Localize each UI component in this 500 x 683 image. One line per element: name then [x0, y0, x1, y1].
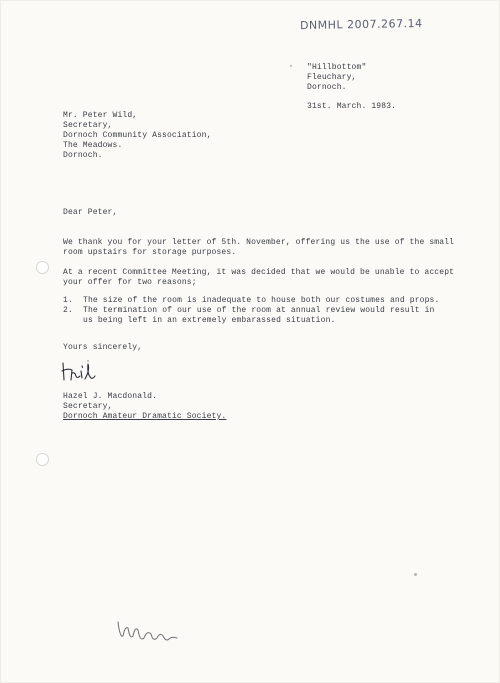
reason-line: The size of the room is inadequate to house both our costumes and props. — [83, 296, 440, 305]
signer-title: Secretary, — [63, 402, 113, 411]
body-paragraph-1 — [63, 238, 454, 258]
reason-text — [83, 306, 435, 326]
sender-address — [307, 63, 366, 93]
ink-speck — [414, 573, 417, 576]
signer-block — [63, 392, 226, 422]
pencil-scribble — [115, 612, 180, 646]
recipient-line: Dornoch Community Association, — [63, 131, 212, 140]
signer-organization: Dornoch Amateur Dramatic Society. — [63, 412, 227, 421]
archive-reference: DNMHL 2007.267.14 — [299, 16, 423, 33]
handwritten-signature — [60, 360, 100, 384]
paragraph-line: room upstairs for storage purposes. — [63, 248, 237, 257]
recipient-line: Dornoch. — [63, 151, 103, 160]
sender-address-line: Dornoch. — [307, 83, 347, 92]
reason-number: 2. — [63, 306, 73, 315]
closing: Yours sincerely, — [63, 343, 143, 352]
paragraph-line: We thank you for your letter of 5th. November, offering us the use of the small — [63, 238, 455, 247]
recipient-line: Mr. Peter Wild, — [63, 111, 138, 120]
reason-line: The termination of our use of the room at annual review would result in — [83, 306, 435, 315]
reasons-list — [63, 296, 439, 326]
salutation: Dear Peter, — [63, 208, 118, 217]
reason-number: 1. — [63, 296, 73, 305]
paragraph-line: your offer for two reasons; — [63, 278, 197, 287]
punch-hole — [36, 261, 49, 274]
letter-date: 31st. March. 1983. — [307, 102, 397, 111]
punch-hole — [36, 453, 49, 466]
paragraph-line: At a recent Committee Meeting, it was decided that we would be unable to accept — [63, 268, 455, 277]
sender-address-line: Fleuchary, — [307, 73, 357, 82]
sender-address-line: "Hillbottom" — [307, 63, 367, 72]
body-paragraph-2 — [63, 268, 454, 288]
recipient-line: Secretary, — [63, 121, 113, 130]
reason-item — [63, 296, 439, 306]
recipient-address — [63, 111, 212, 161]
ink-speck — [87, 360, 89, 362]
reason-line: us being left in an extremely embarassed situation. — [83, 316, 336, 325]
recipient-line: The Meadows. — [63, 141, 123, 150]
reason-item — [63, 306, 439, 326]
ink-speck — [290, 65, 292, 67]
reason-text — [83, 296, 439, 306]
signer-name: Hazel J. Macdonald. — [63, 392, 158, 401]
